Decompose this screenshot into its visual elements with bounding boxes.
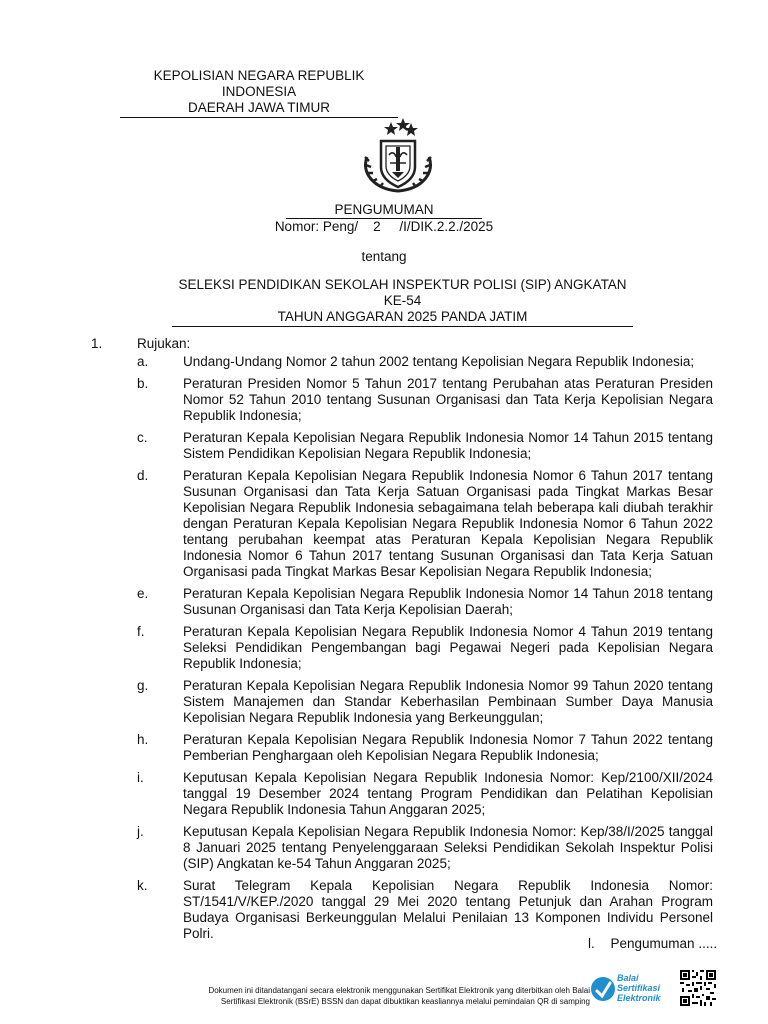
reference-item-letter: a. [137, 354, 149, 369]
reference-item-letter: d. [137, 468, 149, 483]
e-signature-note-line1: Dokumen ini ditandatangani secara elektronik menggunakan Sertifikat Elektronik yang diterbitkan oleh Balai [208, 986, 590, 995]
reference-item [137, 354, 713, 370]
reference-item-text: Peraturan Kepala Kepolisian Negara Republik Indonesia Nomor 99 Tahun 2020 tentang Sistem Manajemen dan Standar Keberhasilan Pembinaan Sumber Daya Manusia Kepolisian Negara Republik Indonesia yang Berkeunggulan; [183, 678, 713, 725]
reference-list [137, 354, 713, 948]
reference-item-text: Surat Telegram Kepala Kepolisian Negara Republik Indonesia Nomor: ST/1541/V/KEP./2020 tanggal 29 Mei 2020 tentang Petunjuk dan Arahan Program Budaya Organisasi Berkeunggulan Melalui Penilaian 13 Komponen Individu Personel Polri. [183, 878, 713, 941]
continuation-text: Pengumuman ..... [610, 936, 718, 951]
qr-code-icon[interactable] [680, 970, 716, 1006]
reference-item-letter: e. [137, 586, 149, 601]
reference-item-letter: i. [137, 770, 144, 785]
announcement-about: tentang [361, 249, 407, 264]
announcement-subject [172, 277, 633, 327]
bsre-logo-line1: Balai [617, 973, 639, 983]
reference-item [137, 468, 713, 580]
section-number: 1. [91, 336, 103, 351]
reference-item-letter: g. [137, 678, 149, 693]
reference-item [137, 624, 713, 672]
reference-item-letter: c. [137, 430, 148, 445]
bsre-logo-icon [590, 972, 618, 1006]
continuation-letter: l. [588, 936, 595, 951]
section-title: Rujukan: [137, 336, 191, 351]
reference-item-letter: k. [137, 878, 148, 893]
announcement-number: Nomor: Peng/ 2 /I/DIK.2.2./2025 [274, 219, 494, 234]
e-signature-note [120, 985, 590, 1007]
announcement-title-text: PENGUMUMAN [286, 202, 482, 219]
reference-item [137, 770, 713, 818]
reference-item-text: Keputusan Kepala Kepolisian Negara Republik Indonesia Nomor: Kep/2100/XII/2024 tanggal 19 Desember 2024 tentang Program Pendidikan dan Pelatihan Kepolisian Negara Republik Indonesia Tahun Anggaran 2025; [183, 770, 713, 817]
reference-item-text: Keputusan Kepala Kepolisian Negara Republik Indonesia Nomor: Kep/38/I/2025 tanggal 8 Januari 2025 tentang Penyelenggaraan Seleksi Pendidikan Sekolah Inspektur Polisi (SIP) Angkatan ke-54 Tahun Anggaran 2025; [183, 824, 713, 871]
reference-item [137, 586, 713, 618]
reference-item [137, 824, 713, 872]
reference-item [137, 376, 713, 424]
reference-item-text: Peraturan Kepala Kepolisian Negara Republik Indonesia Nomor 6 Tahun 2017 tentang Susunan Organisasi dan Tata Kerja Satuan Organisasi pada Tingkat Markas Besar Kepolisian Negara Republik Indonesia sebagaimana telah beberapa kali diubah terakhir dengan Peraturan Kepala Kepolisian Negara Republik Indonesia Nomor 6 Tahun 2022 tentang perubahan keempat atas Peraturan Kepala Kepolisian Negara Republik Indonesia Nomor 6 Tahun 2017 tentang Susunan Organisasi dan Tata Kerja Satuan Organisasi pada Tingkat Markas Besar Kepolisian Negara Republik Indonesia; [183, 468, 713, 579]
reference-item [137, 430, 713, 462]
reference-item-text: Peraturan Kepala Kepolisian Negara Republik Indonesia Nomor 14 Tahun 2015 tentang Sistem Pendidikan Kepolisian Negara Republik Indonesia; [183, 430, 713, 461]
reference-item [137, 678, 713, 726]
letterhead [120, 68, 398, 118]
reference-item-letter: b. [137, 376, 149, 391]
reference-item-letter: h. [137, 732, 149, 747]
letterhead-region: DAERAH JAWA TIMUR [120, 100, 398, 118]
reference-item-text: Peraturan Kepala Kepolisian Negara Republik Indonesia Nomor 4 Tahun 2019 tentang Seleksi Pendidikan Pengembangan bagi Pegawai Negeri pada Kepolisian Negara Republik Indonesia; [183, 624, 713, 671]
bsre-logo-line2: Sertifikasi [617, 983, 661, 993]
reference-item-text: Peraturan Kepala Kepolisian Negara Republik Indonesia Nomor 14 Tahun 2018 tentang Susunan Organisasi dan Tata Kerja Kepolisian Daerah; [183, 586, 713, 617]
reference-item-text: Peraturan Presiden Nomor 5 Tahun 2017 tentang Perubahan atas Peraturan Presiden Nomor 52 Tahun 2010 tentang Susunan Organisasi dan Tata Kerja Kepolisian Negara Republik Indonesia; [183, 376, 713, 423]
e-signature-note-line2: Sertifikasi Elektronik (BSrE) BSSN dan dapat dibuktikan keasliannya melalui pemindaian QR di samping [220, 997, 590, 1006]
polri-emblem-icon [355, 117, 441, 195]
letterhead-institution: KEPOLISIAN NEGARA REPUBLIK INDONESIA [153, 68, 365, 99]
reference-item-letter: j. [137, 824, 144, 839]
reference-item-text: Peraturan Kepala Kepolisian Negara Republik Indonesia Nomor 7 Tahun 2022 tentang Pemberian Penghargaan oleh Kepolisian Negara Republik Indonesia; [183, 732, 713, 763]
reference-item [137, 878, 713, 942]
announcement-subject-line1: SELEKSI PENDIDIKAN SEKOLAH INSPEKTUR POLISI (SIP) ANGKATAN KE-54 [178, 277, 627, 308]
reference-item [137, 732, 713, 764]
bsre-logo-line3: Elektronik [617, 993, 661, 1003]
reference-item-letter: f. [137, 624, 145, 639]
announcement-subject-line2: TAHUN ANGGARAN 2025 PANDA JATIM [277, 309, 528, 324]
page-continuation [588, 936, 717, 952]
bsre-logo [590, 972, 670, 1006]
announcement-title [0, 202, 768, 219]
reference-item-text: Undang-Undang Nomor 2 tahun 2002 tentang Kepolisian Negara Republik Indonesia; [183, 354, 695, 369]
